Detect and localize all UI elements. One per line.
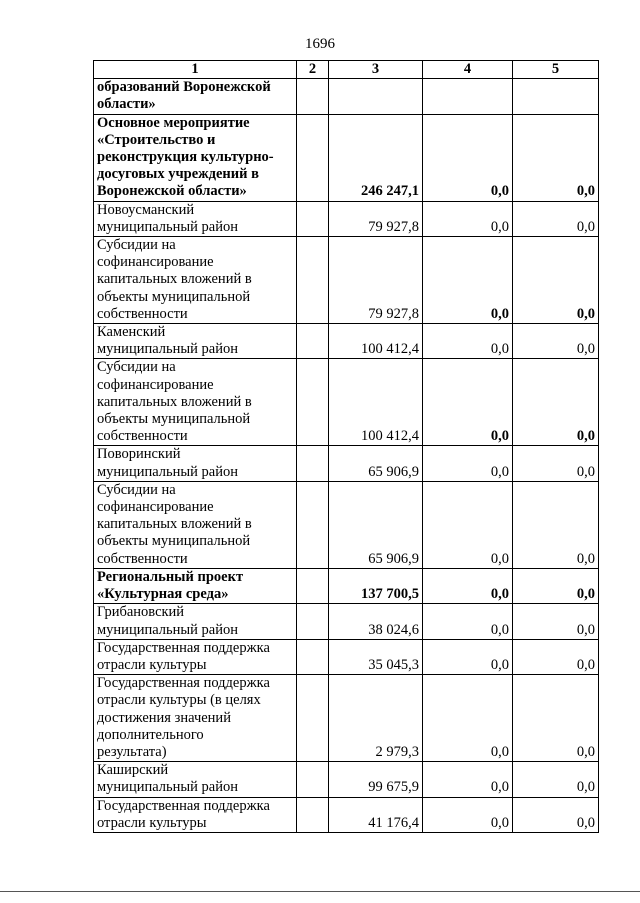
row-col4-cell: 0,0: [423, 762, 513, 797]
row-col2-cell: [297, 762, 329, 797]
row-col5-cell: 0,0: [513, 359, 599, 446]
row-col2-cell: [297, 639, 329, 674]
table-row: [94, 79, 599, 114]
row-col2-cell: [297, 359, 329, 446]
row-amount-cell: 246 247,1: [329, 114, 423, 201]
row-amount-cell: 41 176,4: [329, 797, 423, 832]
row-name-cell: Новоусманский муниципальный район: [94, 201, 297, 236]
row-col5-cell: 0,0: [513, 481, 599, 568]
table-row: [94, 604, 599, 639]
row-col4-cell: 0,0: [423, 797, 513, 832]
row-name-cell: Основное мероприятие «Строительство и реконструкция культурно- досуговых учреждений в Воронежской области»: [94, 114, 297, 201]
row-col5-cell: 0,0: [513, 675, 599, 762]
row-name-cell: Каширский муниципальный район: [94, 762, 297, 797]
table-row: [94, 639, 599, 674]
table-row: [94, 568, 599, 603]
table-row: [94, 359, 599, 446]
row-col5-cell: 0,0: [513, 201, 599, 236]
row-name-cell: Каменский муниципальный район: [94, 324, 297, 359]
row-col2-cell: [297, 324, 329, 359]
row-col2-cell: [297, 568, 329, 603]
row-amount-cell: 38 024,6: [329, 604, 423, 639]
row-amount-cell: 137 700,5: [329, 568, 423, 603]
table-row: [94, 675, 599, 762]
row-name-cell: Государственная поддержка отрасли культуры: [94, 639, 297, 674]
row-col4-cell: 0,0: [423, 675, 513, 762]
column-header-1: 1: [94, 61, 297, 79]
row-col2-cell: [297, 481, 329, 568]
row-col4-cell: 0,0: [423, 481, 513, 568]
row-col2-cell: [297, 237, 329, 324]
row-amount-cell: 100 412,4: [329, 324, 423, 359]
row-col5-cell: 0,0: [513, 324, 599, 359]
row-col5-cell: 0,0: [513, 797, 599, 832]
row-col4-cell: 0,0: [423, 324, 513, 359]
row-col2-cell: [297, 797, 329, 832]
row-col4-cell: 0,0: [423, 604, 513, 639]
table-row: [94, 762, 599, 797]
row-name-cell: Поворинский муниципальный район: [94, 446, 297, 481]
row-col5-cell: 0,0: [513, 114, 599, 201]
row-name-cell: Региональный проект «Культурная среда»: [94, 568, 297, 603]
row-amount-cell: 65 906,9: [329, 446, 423, 481]
row-col5-cell: [513, 79, 599, 114]
row-col2-cell: [297, 79, 329, 114]
table-row: [94, 237, 599, 324]
column-header-2: 2: [297, 61, 329, 79]
table-row: [94, 201, 599, 236]
row-col4-cell: 0,0: [423, 568, 513, 603]
table-row: [94, 481, 599, 568]
row-col4-cell: 0,0: [423, 114, 513, 201]
column-header-5: 5: [513, 61, 599, 79]
row-amount-cell: 100 412,4: [329, 359, 423, 446]
page-number: 1696: [305, 36, 335, 52]
row-col5-cell: 0,0: [513, 237, 599, 324]
row-name-cell: Субсидии на софинансирование капитальных вложений в объекты муниципальной собственности: [94, 359, 297, 446]
page-bottom-rule: [0, 891, 640, 892]
row-amount-cell: [329, 79, 423, 114]
row-col2-cell: [297, 604, 329, 639]
row-amount-cell: 65 906,9: [329, 481, 423, 568]
table-body: [94, 79, 599, 833]
row-amount-cell: 99 675,9: [329, 762, 423, 797]
budget-table: [93, 60, 599, 833]
row-col5-cell: 0,0: [513, 446, 599, 481]
row-col4-cell: 0,0: [423, 639, 513, 674]
row-col4-cell: 0,0: [423, 237, 513, 324]
row-col4-cell: [423, 79, 513, 114]
row-col5-cell: 0,0: [513, 604, 599, 639]
row-amount-cell: 2 979,3: [329, 675, 423, 762]
column-header-3: 3: [329, 61, 423, 79]
row-amount-cell: 79 927,8: [329, 237, 423, 324]
row-col5-cell: 0,0: [513, 762, 599, 797]
row-col2-cell: [297, 675, 329, 762]
row-col5-cell: 0,0: [513, 639, 599, 674]
table-row: [94, 797, 599, 832]
row-amount-cell: 35 045,3: [329, 639, 423, 674]
row-col2-cell: [297, 114, 329, 201]
table-row: [94, 324, 599, 359]
row-col4-cell: 0,0: [423, 359, 513, 446]
row-name-cell: Субсидии на софинансирование капитальных вложений в объекты муниципальной собственности: [94, 237, 297, 324]
column-header-4: 4: [423, 61, 513, 79]
row-col5-cell: 0,0: [513, 568, 599, 603]
row-col4-cell: 0,0: [423, 201, 513, 236]
row-name-cell: Грибановский муниципальный район: [94, 604, 297, 639]
row-name-cell: Государственная поддержка отрасли культуры (в целях достижения значений дополнительного результата): [94, 675, 297, 762]
row-col2-cell: [297, 201, 329, 236]
row-col2-cell: [297, 446, 329, 481]
table-row: [94, 114, 599, 201]
table-row: [94, 446, 599, 481]
row-name-cell: образований Воронежской области»: [94, 79, 297, 114]
row-name-cell: Государственная поддержка отрасли культуры: [94, 797, 297, 832]
header-row: [94, 61, 599, 79]
row-col4-cell: 0,0: [423, 446, 513, 481]
row-name-cell: Субсидии на софинансирование капитальных вложений в объекты муниципальной собственности: [94, 481, 297, 568]
row-amount-cell: 79 927,8: [329, 201, 423, 236]
